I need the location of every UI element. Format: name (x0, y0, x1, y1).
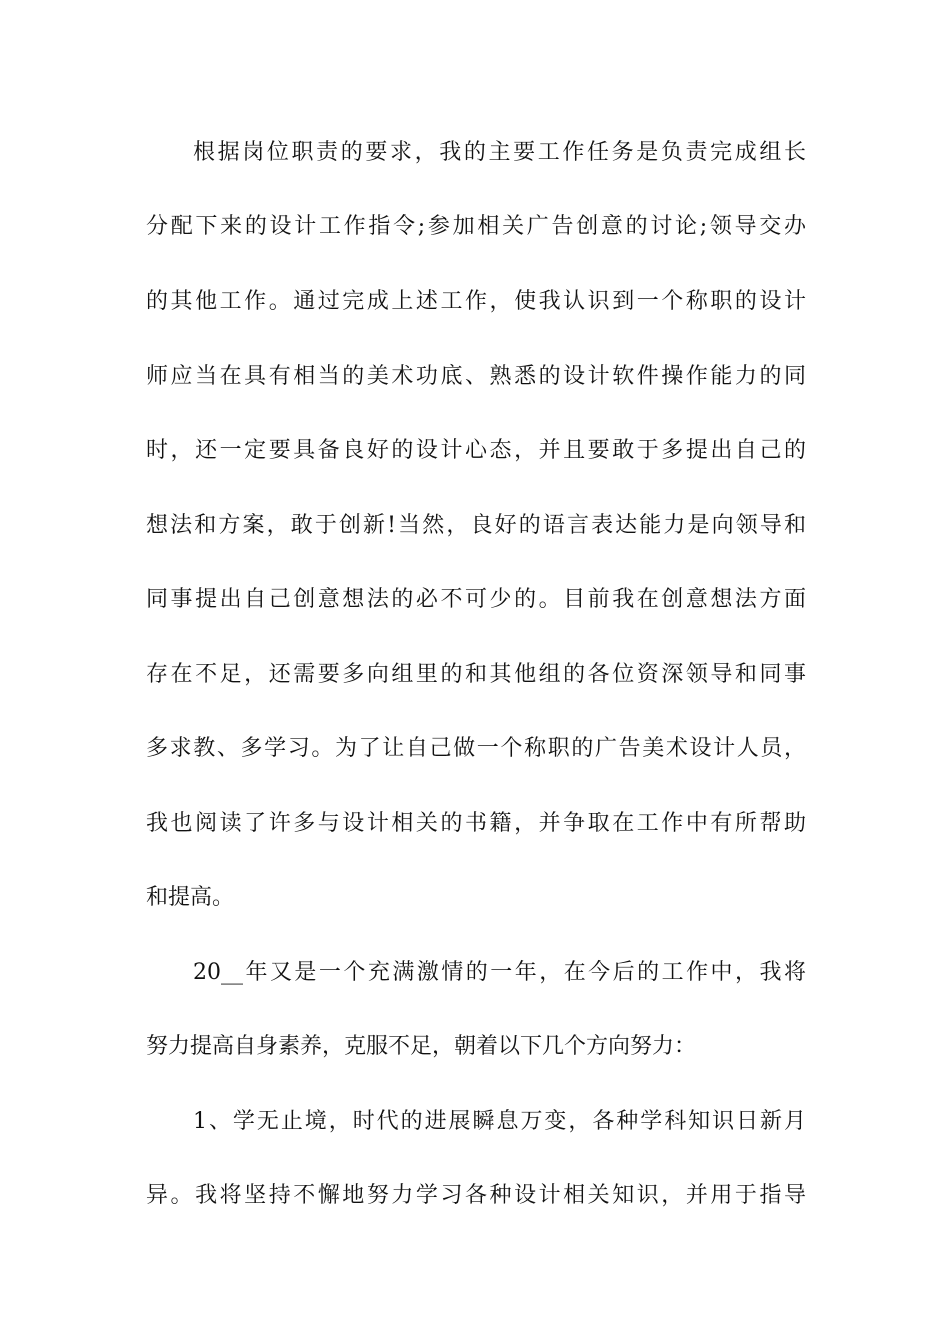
paragraph-3-line-1: 1、学无止境，时代的进展瞬息万变，各种学科知识日新月 (193, 1109, 806, 1134)
paragraph-1-line-7: 同事提出自己创意想法的必不可少的。目前我在创意想法方面 (146, 587, 806, 612)
paragraph-1-line-3: 的其他工作。通过完成上述工作，使我认识到一个称职的设计 (146, 289, 806, 314)
paragraph-1-line-9: 多求教、多学习。为了让自己做一个称职的广告美术设计人员， (146, 736, 806, 761)
paragraph-1-line-8: 存在不足，还需要多向组里的和其他组的各位资深领导和同事 (146, 662, 806, 687)
paragraph-2-line-1: 20__年又是一个充满激情的一年，在今后的工作中，我将 (193, 960, 806, 985)
paragraph-3-line-2: 异。我将坚持不懈地努力学习各种设计相关知识，并用于指导 (146, 1183, 806, 1208)
paragraph-1-line-6: 想法和方案，敢于创新!当然，良好的语言表达能力是向领导和 (146, 513, 806, 538)
paragraph-1-line-1: 根据岗位职责的要求，我的主要工作任务是负责完成组长 (193, 140, 806, 165)
paragraph-1-line-11: 和提高。 (146, 885, 235, 910)
paragraph-1-line-5: 时，还一定要具备良好的设计心态，并且要敢于多提出自己的 (146, 438, 806, 463)
paragraph-2-line-2: 努力提高自身素养，克服不足，朝着以下几个方向努力： (146, 1034, 697, 1059)
paragraph-1-line-4: 师应当在具有相当的美术功底、熟悉的设计软件操作能力的同 (146, 364, 806, 389)
paragraph-1-line-10: 我也阅读了许多与设计相关的书籍，并争取在工作中有所帮助 (146, 811, 806, 836)
paragraph-1-line-2: 分配下来的设计工作指令;参加相关广告创意的讨论;领导交办 (146, 214, 806, 239)
